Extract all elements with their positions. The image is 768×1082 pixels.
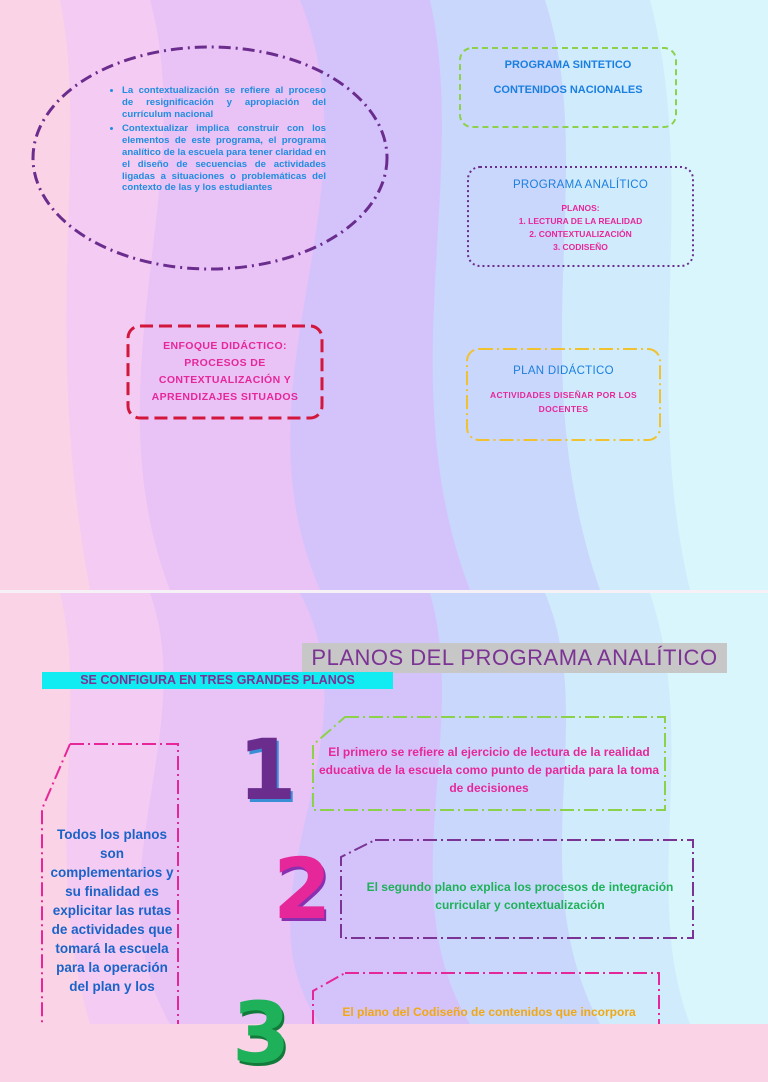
plan-title: PLAN DIDÁCTICO — [513, 365, 614, 377]
slide-2 — [0, 593, 768, 1082]
page-title: PLANOS DEL PROGRAMA ANALÍTICO — [311, 645, 718, 670]
subtitle: SE CONFIGURA EN TRES GRANDES PLANOS — [80, 673, 355, 687]
side-text: Todos los planos son complementarios y su finalidad es explicitar las rutas de actividades que tomará la escuela para la operación del plan y los — [50, 827, 174, 994]
sintetico-title: PROGRAMA SINTETICO — [504, 59, 632, 71]
contextualization-item: • Contextualizar implica construir con los elementos de este programa, el programa analítico de la escuela para tener claridad en el diseño de secuencias de actividades ligadas a situaciones o problemáticas del contexto de las y los estudiantes — [122, 123, 326, 194]
contextualization-item: • La contextualización se refiere al proceso de resignificación y apropiación del currículum nacional — [122, 85, 326, 120]
enfoque-text: ENFOQUE DIDÁCTICO: PROCESOS DE CONTEXTUALIZACIÓN Y APRENDIZAJES SITUADOS — [151, 340, 299, 403]
number-3: 3 — [232, 984, 291, 1082]
analitico-title: PROGRAMA ANALÍTICO — [512, 179, 649, 191]
number-1: 1 — [238, 721, 297, 819]
plano-3-text: El plano del Codiseño de contenidos que incorpora — [342, 1005, 636, 1019]
number-2: 2 — [273, 840, 332, 938]
planos-item-3: 3. CODISEÑO — [553, 242, 608, 252]
contextualization-list — [108, 85, 326, 197]
plano-2-text: El segundo plano explica los procesos de integración curricular y contextualización — [366, 880, 674, 912]
plano-1-text: El primero se refiere al ejercicio de lectura de la realidad educativa de la escuela como punto de partida para la toma de decisiones — [318, 745, 660, 795]
plan-text: ACTIVIDADES DISEÑAR POR LOS DOCENTES — [490, 390, 637, 414]
planos-item-2: 2. CONTEXTUALIZACIÓN — [529, 229, 632, 239]
planos-label: PLANOS: — [561, 203, 600, 213]
sintetico-subtitle: CONTENIDOS NACIONALES — [493, 84, 643, 96]
planos-item-1: 1. LECTURA DE LA REALIDAD — [518, 216, 643, 226]
